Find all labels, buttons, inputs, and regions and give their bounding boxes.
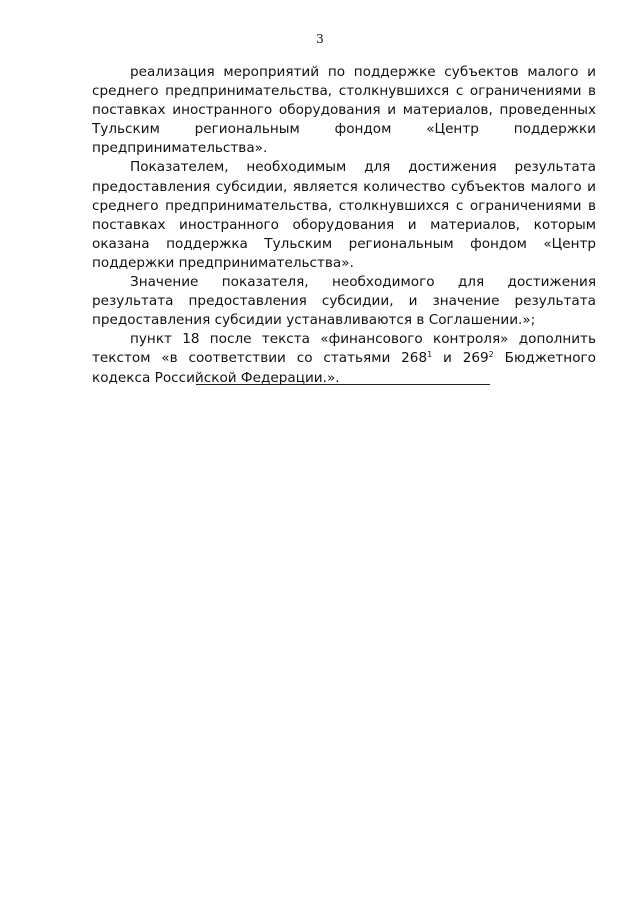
clause-18-text-start: пункт 18 после текста «финансового контроля» дополнить текстом «в соответствии со статьями 268 bbox=[92, 331, 596, 367]
paragraph-event-implementation: реализация мероприятий по поддержке субъектов малого и среднего предпринимательства, столкнувшихся с ограничениями в поставках иностранного оборудования и материалов, проведенных Тульским региональным фондом «Центр поддержки предпринимательства». bbox=[92, 64, 596, 157]
superscript-1: 1 bbox=[427, 350, 433, 360]
document-body bbox=[92, 63, 596, 388]
paragraph-clause-18 bbox=[92, 330, 596, 387]
paragraph-indicator-value: Значение показателя, необходимого для достижения результата предоставления субсидии, и значение результата предоставления субсидии устанавливаются в Соглашении.»; bbox=[92, 274, 596, 329]
end-separator-line bbox=[196, 384, 490, 385]
paragraph-indicator: Показателем, необходимым для достижения результата предоставления субсидии, является количество субъектов малого и среднего предпринимательства, столкнувшихся с ограничениями в поставках иностранного оборудования и материалов, которым оказана поддержка Тульским региональным фондом «Центр поддержки предпринимательства». bbox=[92, 159, 596, 271]
page-number: 3 bbox=[316, 32, 324, 46]
clause-18-text-end: Бюджетного кодекса Российской Федерации.». bbox=[92, 350, 596, 386]
superscript-2: 2 bbox=[488, 350, 494, 360]
clause-18-text-middle: и 269 bbox=[432, 350, 489, 367]
